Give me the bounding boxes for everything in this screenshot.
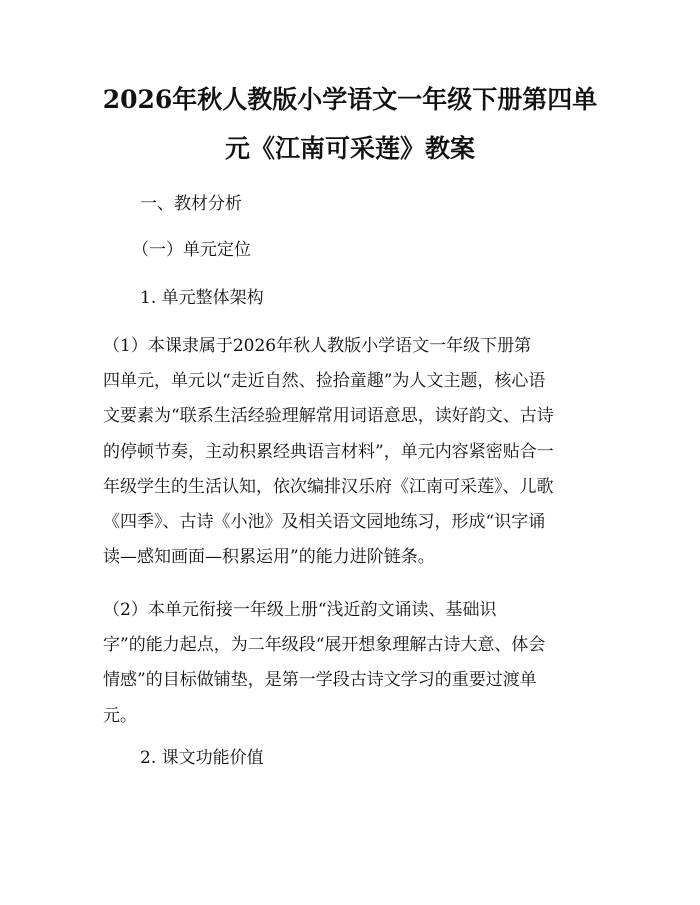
paragraph-line: 四单元，单元以“走近自然、捡拾童趣”为人文主题，核心语 [103, 371, 546, 392]
paragraph-line: 文要素为“联系生活经验理解常用词语意思，读好韵文、古诗 [103, 406, 554, 427]
paragraph-line: 的停顿节奏，主动积累经典语言材料”，单元内容紧密贴合一 [103, 441, 554, 462]
paragraph-line: 元。 [103, 705, 137, 726]
paragraph-line: 情感”的目标做铺垫，是第一学段古诗文学习的重要过渡单 [103, 670, 537, 691]
paragraph-line: 字”的能力起点，为二年级段“展开想象理解古诗大意、体会 [103, 635, 546, 656]
item-heading-unit-structure: 1. 单元整体架构 [140, 288, 264, 308]
subsection-heading-unit-positioning: （一）单元定位 [132, 240, 251, 260]
paragraph-line: （2）本单元衔接一年级上册“浅近韵文诵读、基础识 [103, 600, 497, 620]
paragraph-line: （1）本课隶属于2026年秋人教版小学语文一年级下册第 [103, 336, 532, 356]
document-title-line-2: 元《江南可采莲》教案 [224, 134, 475, 163]
section-heading-textbook-analysis: 一、教材分析 [140, 194, 242, 214]
paragraph-line: 年级学生的生活认知，依次编排汉乐府《江南可采莲》、儿歌 [103, 476, 554, 497]
paragraph-unit-structure [103, 329, 599, 575]
paragraph-unit-connection [103, 593, 599, 734]
document-title-line-1: 2026年秋人教版小学语文一年级下册第四单 [102, 85, 598, 114]
item-heading-text-function: 2. 课文功能价值 [140, 748, 264, 768]
paragraph-line: 《四季》、古诗《小池》及相关语文园地练习，形成“识字诵 [103, 512, 546, 533]
paragraph-line: 读—感知画面—积累运用”的能力进阶链条。 [103, 547, 435, 568]
